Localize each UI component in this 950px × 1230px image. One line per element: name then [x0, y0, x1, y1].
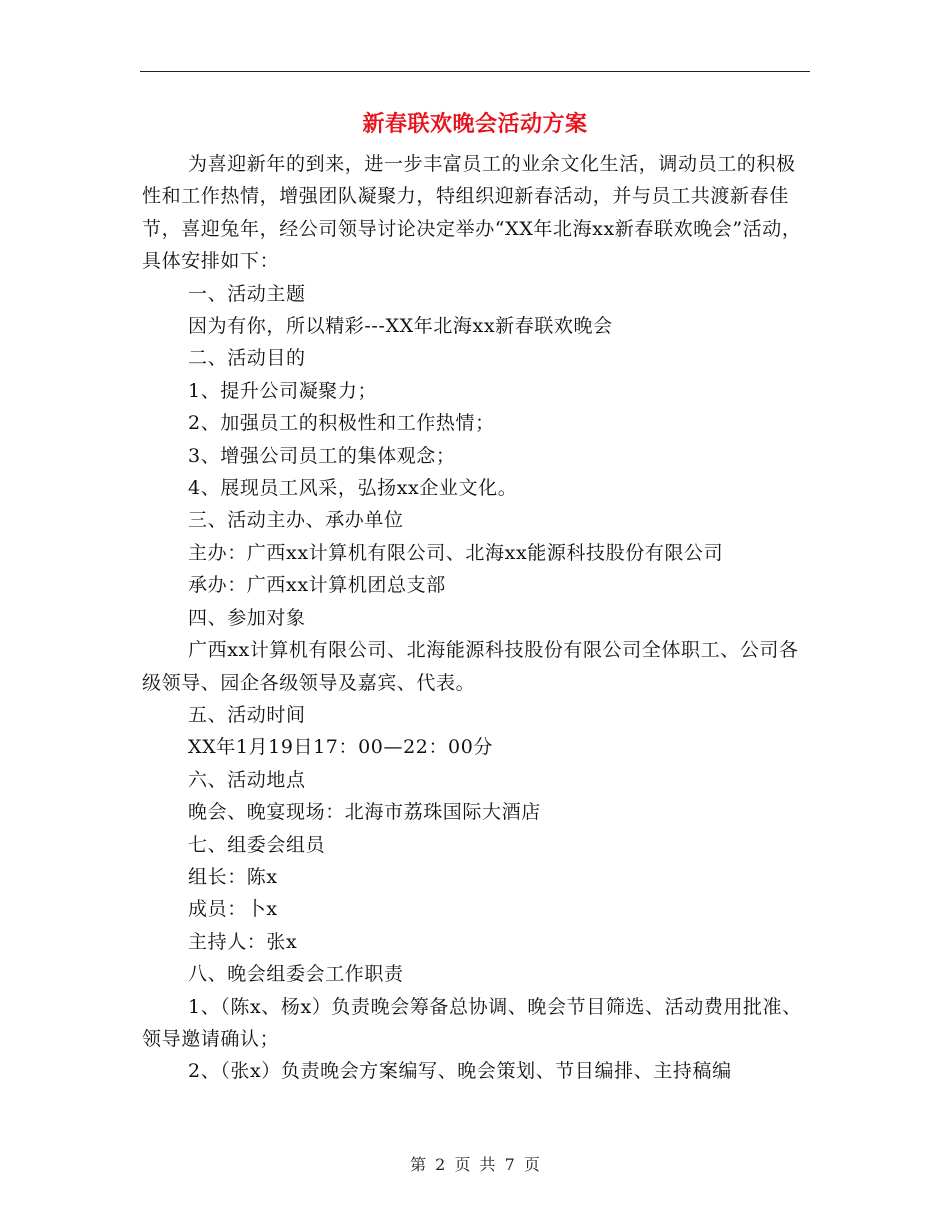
document-body: [142, 148, 810, 1088]
duty-item: 1、（陈x、杨x）负责晚会筹备总协调、晚会节目筛选、活动费用批准、领导邀请确认；: [142, 995, 802, 1050]
location-text: 晚会、晚宴现场：北海市荔珠国际大酒店: [188, 801, 541, 824]
header-rule: [140, 71, 810, 72]
purpose-item: 2、加强员工的积极性和工作热情；: [188, 412, 495, 435]
committee-member: 主持人：张x: [188, 930, 298, 953]
section-heading-theme: 一、活动主题: [188, 282, 306, 305]
document-title: 新春联欢晚会活动方案: [362, 111, 588, 137]
purpose-item: 1、提升公司凝聚力；: [188, 379, 378, 402]
section-heading-duties: 八、晚会组委会工作职责: [188, 963, 404, 986]
section-heading-purpose: 二、活动目的: [188, 347, 306, 370]
intro-paragraph: 为喜迎新年的到来，进一步丰富员工的业余文化生活，调动员工的积极性和工作热情，增强团队凝聚力，特组织迎新春活动，并与员工共渡新春佳节，喜迎兔年，经公司领导讨论决定举办“XX年北海xx新春联欢晚会”活动，具体安排如下：: [142, 153, 802, 273]
section-heading-committee: 七、组委会组员: [188, 833, 326, 856]
organizer-undertaker: 承办：广西xx计算机团总支部: [188, 574, 446, 597]
participants-text: 广西xx计算机有限公司、北海能源科技股份有限公司全体职工、公司各级领导、园企各级领导及嘉宾、代表。: [142, 639, 799, 694]
page-number-footer: 第 2 页 共 7 页: [410, 1155, 540, 1174]
section-heading-organizers: 三、活动主办、承办单位: [188, 509, 404, 532]
committee-member: 组长：陈x: [188, 865, 278, 888]
organizer-host: 主办：广西xx计算机有限公司、北海xx能源科技股份有限公司: [188, 541, 724, 564]
section-heading-time: 五、活动时间: [188, 703, 306, 726]
purpose-item: 3、增强公司员工的集体观念；: [188, 444, 456, 467]
purpose-item: 4、展现员工风采，弘扬xx企业文化。: [188, 477, 518, 500]
theme-text: 因为有你，所以精彩---XX年北海xx新春联欢晚会: [188, 315, 613, 338]
time-text: XX年1月19日17：00—22：00分: [188, 736, 494, 759]
section-heading-location: 六、活动地点: [188, 768, 306, 791]
section-heading-participants: 四、参加对象: [188, 606, 306, 629]
duty-item: 2、（张x）负责晚会方案编写、晚会策划、节目编排、主持稿编: [188, 1060, 732, 1083]
committee-member: 成员：卜x: [188, 898, 278, 921]
